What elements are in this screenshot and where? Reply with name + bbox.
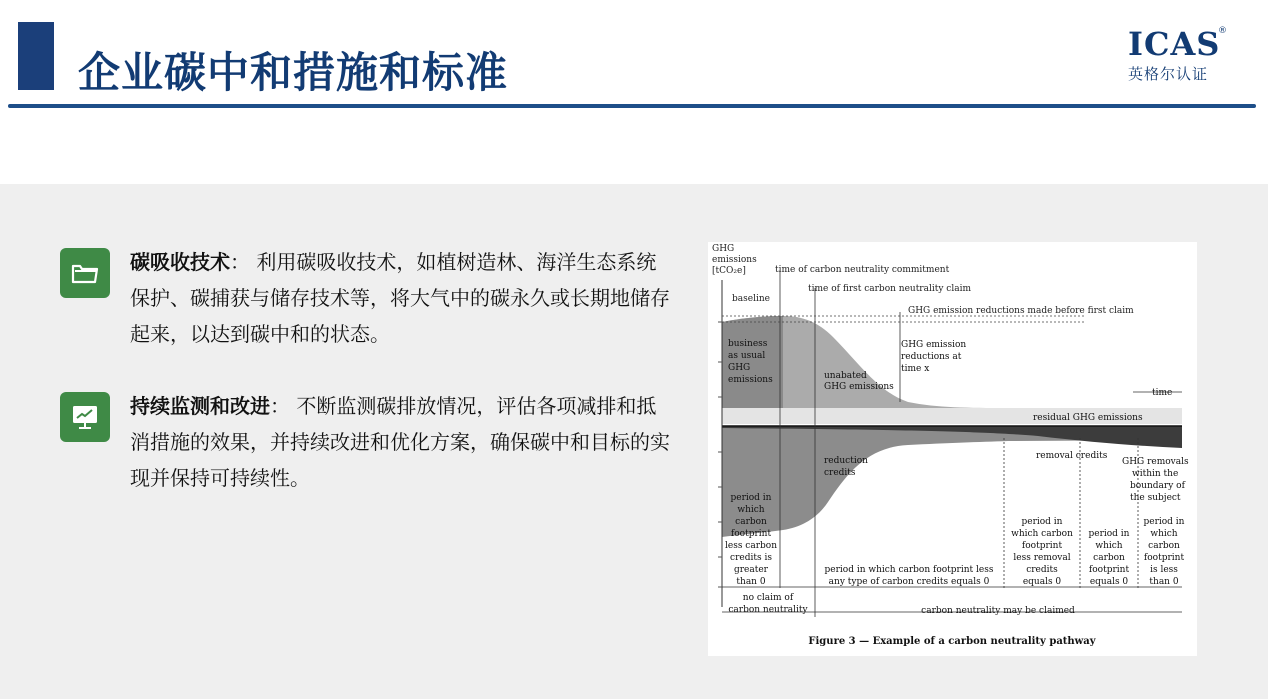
carbon-neutrality-figure: [708, 242, 1197, 656]
bau-line-3: GHG: [728, 363, 751, 373]
label-reductions-before: GHG emission reductions made before first claim: [908, 306, 1134, 316]
ghg-removals-line-4: the subject: [1130, 493, 1181, 503]
item-separator: ：: [270, 394, 290, 418]
bau-line-4: emissions: [728, 375, 773, 385]
logo-wordmark: ICAS: [1128, 25, 1221, 63]
label-removal-credits: removal credits: [1036, 451, 1108, 461]
unabated-emissions-area: [722, 316, 1182, 422]
period-5-line-2: which: [1150, 529, 1178, 539]
item-separator: ：: [230, 250, 250, 274]
period-3-line-4: less removal: [1013, 553, 1071, 563]
period-1-line-8: than 0: [736, 577, 766, 587]
icas-logo: [1128, 25, 1228, 84]
item-paragraph: [130, 244, 670, 352]
period-3-line-5: credits: [1026, 565, 1058, 575]
unabated-line-2: GHG emissions: [824, 382, 894, 392]
item-body: 不断监测碳排放情况，评估各项减排和抵消措施的效果，并持续改进和优化方案，确保碳中和目标的实现并保持可持续性。: [130, 394, 670, 490]
monitor-chart-icon: [60, 392, 110, 442]
reduction-credits-line-2: credits: [824, 468, 856, 478]
period-1-line-3: carbon: [735, 517, 767, 527]
pathway-diagram: [708, 242, 1197, 656]
ghg-removals-line-2: within the: [1132, 469, 1179, 479]
folder-icon: [60, 248, 110, 298]
header-accent-blue: [18, 22, 54, 90]
period-4-line-1: period in: [1088, 529, 1130, 539]
item-heading: 持续监测和改进: [130, 394, 270, 418]
period-3-line-2: which carbon: [1011, 529, 1073, 539]
figure-caption: Figure 3 — Example of a carbon neutrality pathway: [808, 636, 1096, 647]
period-4-line-5: equals 0: [1089, 577, 1129, 587]
period-1-line-4: footprint: [730, 529, 772, 539]
y-axis-label-2: emissions: [712, 255, 757, 265]
period-3-line-3: footprint: [1021, 541, 1063, 551]
period-5-line-4: footprint: [1143, 553, 1185, 563]
logo-subtitle: 英格尔认证: [1128, 65, 1209, 83]
ghg-removals-line-3: boundary of: [1130, 481, 1185, 491]
label-time: time: [1152, 388, 1173, 398]
bau-line-1: business: [728, 339, 768, 349]
reductions-x-line-2: reductions at: [901, 352, 962, 362]
page-title: 企业碳中和措施和标准: [78, 48, 509, 97]
period-1-line-2: which: [737, 505, 765, 515]
period-3-line-1: period in: [1021, 517, 1063, 527]
reduction-credits-line-1: reduction: [824, 456, 868, 466]
period-5-line-5: is less: [1150, 565, 1178, 575]
logo-registered-mark: ®: [1218, 26, 1227, 36]
header-divider: [8, 104, 1256, 108]
period-3-line-6: equals 0: [1022, 577, 1062, 587]
no-claim-line-2: carbon neutrality: [728, 605, 808, 615]
period-4-line-4: footprint: [1088, 565, 1130, 575]
may-claim-label: carbon neutrality may be claimed: [921, 606, 1075, 616]
unabated-line-1: unabated: [824, 371, 867, 381]
period-4-line-2: which: [1095, 541, 1123, 551]
ghg-removals-line-1: GHG removals: [1122, 457, 1189, 467]
label-first-claim: time of first carbon neutrality claim: [808, 284, 971, 294]
no-claim-line-1: no claim of: [742, 593, 794, 603]
period-2-line-1: period in which carbon footprint less: [824, 565, 994, 575]
period-1-line-1: period in: [730, 493, 772, 503]
label-baseline: baseline: [732, 294, 770, 304]
item-paragraph: [130, 388, 670, 496]
item-heading: 碳吸收技术: [130, 250, 230, 274]
period-5-line-1: period in: [1143, 517, 1185, 527]
reductions-x-line-1: GHG emission: [901, 340, 967, 350]
item-body: 利用碳吸收技术，如植树造林、海洋生态系统保护、碳捕获与储存技术等，将大气中的碳永久或长期地储存起来，以达到碳中和的状态。: [130, 250, 670, 346]
period-1-line-5: less carbon: [725, 541, 777, 551]
period-1-line-7: greater: [733, 565, 769, 575]
period-5-line-3: carbon: [1148, 541, 1180, 551]
bau-line-2: as usual: [728, 351, 766, 361]
reductions-x-line-3: time x: [901, 364, 930, 374]
period-2-line-2: any type of carbon credits equals 0: [828, 577, 990, 587]
y-axis-label-3: [tCO₂e]: [712, 266, 746, 276]
label-residual: residual GHG emissions: [1033, 413, 1143, 423]
period-5-line-6: than 0: [1149, 577, 1179, 587]
period-4-line-3: carbon: [1093, 553, 1125, 563]
label-commitment: time of carbon neutrality commitment: [775, 265, 950, 275]
period-1-line-6: credits is: [730, 553, 772, 563]
y-axis-label-1: GHG: [712, 244, 735, 254]
